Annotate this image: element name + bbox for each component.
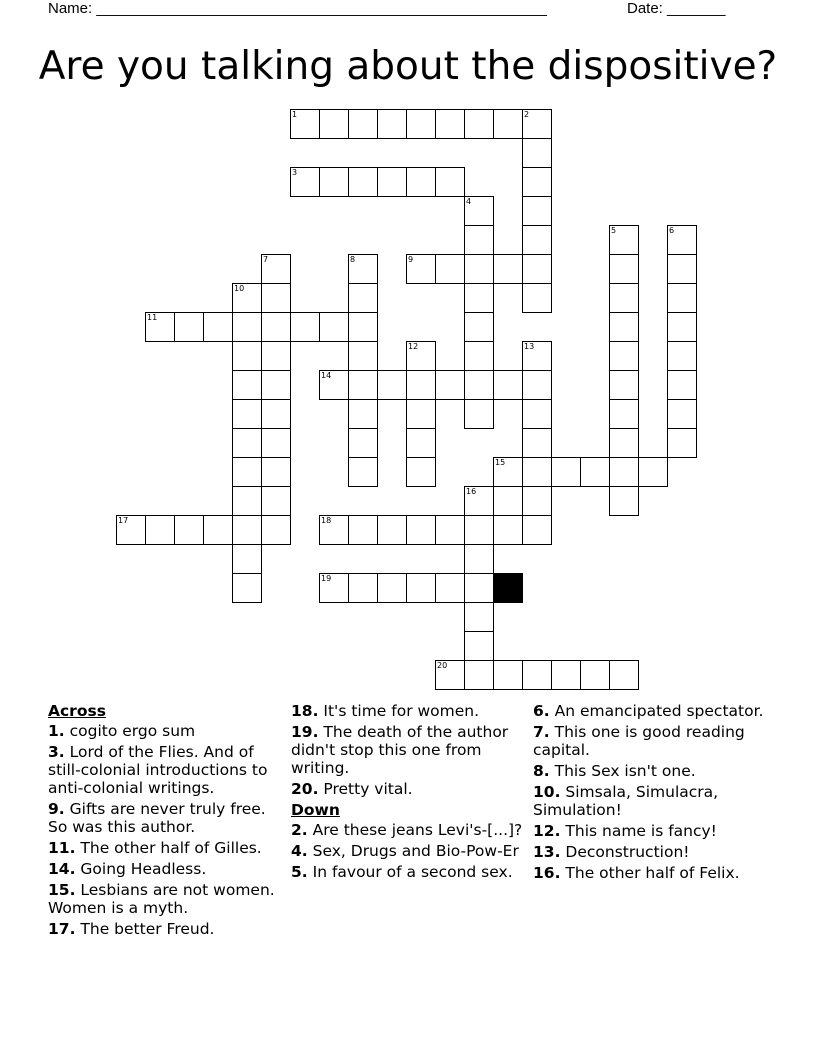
clue-text: An emancipated spectator. bbox=[554, 702, 764, 720]
clue-text: Gifts are never truly free. So was this author. bbox=[48, 800, 266, 836]
cell-number: 1 bbox=[292, 110, 298, 119]
grid-cell[interactable] bbox=[493, 254, 523, 284]
grid-cell[interactable] bbox=[348, 312, 378, 342]
grid-cell[interactable] bbox=[609, 370, 639, 400]
clue-text: Sex, Drugs and Bio-Pow-Er bbox=[312, 842, 519, 860]
grid-cell[interactable] bbox=[435, 254, 465, 284]
cell-number: 3 bbox=[292, 168, 298, 177]
clue-across-20 bbox=[291, 780, 531, 798]
grid-cell[interactable] bbox=[522, 457, 552, 487]
grid-cell[interactable] bbox=[667, 254, 697, 284]
grid-cell[interactable] bbox=[522, 515, 552, 545]
grid-cell[interactable] bbox=[406, 167, 436, 197]
grid-cell[interactable] bbox=[232, 370, 262, 400]
clue-number: 4. bbox=[291, 842, 308, 860]
grid-cell[interactable] bbox=[261, 457, 291, 487]
grid-cell[interactable] bbox=[667, 225, 697, 255]
clue-text: Lesbians are not women. Women is a myth. bbox=[48, 881, 275, 917]
grid-cell[interactable] bbox=[348, 515, 378, 545]
clue-down-2 bbox=[291, 821, 531, 839]
clue-number: 12. bbox=[533, 822, 561, 840]
grid-cell[interactable] bbox=[667, 312, 697, 342]
down-heading: Down bbox=[291, 801, 340, 819]
clue-text: Are these jeans Levi's-[...]? bbox=[312, 821, 523, 839]
clue-down-10 bbox=[533, 783, 773, 819]
clue-column-3 bbox=[533, 702, 773, 885]
cell-number: 7 bbox=[263, 255, 269, 264]
grid-cell[interactable] bbox=[464, 341, 494, 371]
grid-cell[interactable] bbox=[348, 457, 378, 487]
grid-cell[interactable] bbox=[348, 341, 378, 371]
cell-number: 20 bbox=[437, 661, 448, 670]
clue-number: 7. bbox=[533, 723, 550, 741]
grid-cell[interactable] bbox=[609, 254, 639, 284]
grid-cell[interactable] bbox=[348, 109, 378, 139]
clue-number: 16. bbox=[533, 864, 561, 882]
grid-cell[interactable] bbox=[319, 167, 349, 197]
grid-cell[interactable] bbox=[377, 515, 407, 545]
clue-number: 11. bbox=[48, 839, 76, 857]
clue-number: 17. bbox=[48, 920, 76, 938]
grid-cell[interactable] bbox=[522, 486, 552, 516]
grid-cell[interactable] bbox=[464, 225, 494, 255]
cell-number: 8 bbox=[350, 255, 356, 264]
grid-cell[interactable] bbox=[609, 457, 639, 487]
clue-number: 6. bbox=[533, 702, 550, 720]
grid-cell[interactable] bbox=[464, 602, 494, 632]
grid-cell[interactable] bbox=[435, 573, 465, 603]
cell-number: 12 bbox=[408, 342, 419, 351]
grid-cell[interactable] bbox=[522, 196, 552, 226]
grid-cell[interactable] bbox=[261, 254, 291, 284]
grid-cell[interactable] bbox=[232, 573, 262, 603]
grid-cell[interactable] bbox=[145, 312, 175, 342]
grid-cell[interactable] bbox=[406, 399, 436, 429]
clue-text: The death of the author didn't stop this one from writing. bbox=[291, 723, 509, 777]
clue-number: 18. bbox=[291, 702, 319, 720]
grid-cell[interactable] bbox=[261, 312, 291, 342]
grid-cell[interactable] bbox=[406, 428, 436, 458]
grid-cell[interactable] bbox=[493, 457, 523, 487]
clue-column-2 bbox=[291, 702, 531, 884]
grid-cell[interactable] bbox=[261, 428, 291, 458]
grid-cell[interactable] bbox=[493, 515, 523, 545]
grid-cell[interactable] bbox=[464, 544, 494, 574]
grid-cell[interactable] bbox=[319, 573, 349, 603]
grid-cell[interactable] bbox=[348, 167, 378, 197]
grid-cell[interactable] bbox=[261, 283, 291, 313]
grid-cell[interactable] bbox=[232, 544, 262, 574]
clue-down-16 bbox=[533, 864, 773, 882]
clue-down-12 bbox=[533, 822, 773, 840]
grid-cell[interactable] bbox=[464, 109, 494, 139]
grid-cell[interactable] bbox=[377, 109, 407, 139]
grid-cell[interactable] bbox=[493, 660, 523, 690]
grid-cell[interactable] bbox=[232, 486, 262, 516]
grid-cell[interactable] bbox=[435, 515, 465, 545]
grid-cell[interactable] bbox=[377, 167, 407, 197]
grid-cell[interactable] bbox=[406, 254, 436, 284]
clue-text: Pretty vital. bbox=[323, 780, 413, 798]
grid-cell[interactable] bbox=[348, 283, 378, 313]
grid-cell[interactable] bbox=[551, 660, 581, 690]
clue-number: 14. bbox=[48, 860, 76, 878]
grid-cell[interactable] bbox=[609, 486, 639, 516]
grid-cell[interactable] bbox=[406, 341, 436, 371]
cell-number: 16 bbox=[466, 487, 477, 496]
grid-cell[interactable] bbox=[522, 254, 552, 284]
clue-down-5 bbox=[291, 863, 531, 881]
grid-cell[interactable] bbox=[667, 341, 697, 371]
grid-cell[interactable] bbox=[464, 254, 494, 284]
grid-cell[interactable] bbox=[609, 225, 639, 255]
grid-cell[interactable] bbox=[667, 399, 697, 429]
clue-down-8 bbox=[533, 762, 773, 780]
clue-number: 15. bbox=[48, 881, 76, 899]
across-heading: Across bbox=[48, 702, 106, 720]
grid-cell[interactable] bbox=[406, 573, 436, 603]
grid-cell[interactable] bbox=[609, 399, 639, 429]
grid-cell[interactable] bbox=[638, 457, 668, 487]
clue-across-14 bbox=[48, 860, 288, 878]
cell-number: 17 bbox=[118, 516, 129, 525]
grid-cell[interactable] bbox=[348, 254, 378, 284]
grid-cell[interactable] bbox=[609, 283, 639, 313]
black-square bbox=[493, 573, 523, 603]
grid-cell[interactable] bbox=[174, 312, 204, 342]
clue-text: The better Freud. bbox=[80, 920, 215, 938]
clue-text: It's time for women. bbox=[323, 702, 480, 720]
grid-cell[interactable] bbox=[319, 312, 349, 342]
puzzle-title: Are you talking about the dispositive? bbox=[38, 44, 778, 89]
clue-down-7 bbox=[533, 723, 773, 759]
grid-cell[interactable] bbox=[261, 486, 291, 516]
clue-text: In favour of a second sex. bbox=[312, 863, 513, 881]
grid-cell[interactable] bbox=[145, 515, 175, 545]
grid-cell[interactable] bbox=[522, 341, 552, 371]
grid-cell[interactable] bbox=[580, 457, 610, 487]
grid-cell[interactable] bbox=[406, 370, 436, 400]
grid-cell[interactable] bbox=[261, 399, 291, 429]
grid-cell[interactable] bbox=[290, 167, 320, 197]
grid-cell[interactable] bbox=[493, 109, 523, 139]
grid-cell[interactable] bbox=[290, 312, 320, 342]
grid-cell[interactable] bbox=[232, 341, 262, 371]
grid-cell[interactable] bbox=[261, 515, 291, 545]
clue-across-3 bbox=[48, 743, 288, 797]
cell-number: 18 bbox=[321, 516, 332, 525]
clue-number: 5. bbox=[291, 863, 308, 881]
date-field-line: Date: _______ bbox=[627, 0, 726, 17]
grid-cell[interactable] bbox=[232, 399, 262, 429]
grid-cell[interactable] bbox=[464, 370, 494, 400]
clue-down-6 bbox=[533, 702, 773, 720]
clue-text: Lord of the Flies. And of still-colonial introductions to anti-colonial writings. bbox=[48, 743, 268, 797]
grid-cell[interactable] bbox=[406, 515, 436, 545]
grid-cell[interactable] bbox=[232, 515, 262, 545]
clue-number: 3. bbox=[48, 743, 65, 761]
grid-cell[interactable] bbox=[232, 428, 262, 458]
grid-cell[interactable] bbox=[406, 109, 436, 139]
grid-cell[interactable] bbox=[116, 515, 146, 545]
clue-across-1 bbox=[48, 722, 288, 740]
clue-text: The other half of Felix. bbox=[565, 864, 740, 882]
grid-cell[interactable] bbox=[522, 428, 552, 458]
grid-cell[interactable] bbox=[377, 573, 407, 603]
grid-cell[interactable] bbox=[522, 138, 552, 168]
clue-text: This one is good reading capital. bbox=[533, 723, 745, 759]
clue-text: This name is fancy! bbox=[565, 822, 717, 840]
clue-down-13 bbox=[533, 843, 773, 861]
grid-cell[interactable] bbox=[551, 457, 581, 487]
grid-cell[interactable] bbox=[464, 515, 494, 545]
grid-cell[interactable] bbox=[232, 457, 262, 487]
cell-number: 4 bbox=[466, 197, 472, 206]
grid-cell[interactable] bbox=[522, 370, 552, 400]
grid-cell[interactable] bbox=[522, 283, 552, 313]
cell-number: 19 bbox=[321, 574, 332, 583]
clue-across-17 bbox=[48, 920, 288, 938]
grid-cell[interactable] bbox=[319, 515, 349, 545]
grid-cell[interactable] bbox=[464, 283, 494, 313]
grid-cell[interactable] bbox=[464, 631, 494, 661]
clue-text: Deconstruction! bbox=[565, 843, 690, 861]
cell-number: 6 bbox=[669, 226, 675, 235]
clue-text: The other half of Gilles. bbox=[80, 839, 262, 857]
grid-cell[interactable] bbox=[232, 312, 262, 342]
grid-cell[interactable] bbox=[261, 341, 291, 371]
cell-number: 14 bbox=[321, 371, 332, 380]
clue-text: This Sex isn't one. bbox=[554, 762, 696, 780]
grid-cell[interactable] bbox=[464, 312, 494, 342]
clue-number: 8. bbox=[533, 762, 550, 780]
cell-number: 9 bbox=[408, 255, 414, 264]
grid-cell[interactable] bbox=[493, 370, 523, 400]
cell-number: 5 bbox=[611, 226, 617, 235]
grid-cell[interactable] bbox=[522, 167, 552, 197]
grid-cell[interactable] bbox=[464, 399, 494, 429]
cell-number: 15 bbox=[495, 458, 506, 467]
grid-cell[interactable] bbox=[348, 573, 378, 603]
grid-cell[interactable] bbox=[464, 573, 494, 603]
clue-number: 10. bbox=[533, 783, 561, 801]
grid-cell[interactable] bbox=[522, 399, 552, 429]
clue-number: 9. bbox=[48, 800, 65, 818]
clue-column-1 bbox=[48, 702, 288, 941]
grid-cell[interactable] bbox=[435, 370, 465, 400]
grid-cell[interactable] bbox=[319, 370, 349, 400]
cell-number: 10 bbox=[234, 284, 245, 293]
grid-cell[interactable] bbox=[609, 341, 639, 371]
cell-number: 13 bbox=[524, 342, 535, 351]
cell-number: 11 bbox=[147, 313, 158, 322]
clue-number: 20. bbox=[291, 780, 319, 798]
grid-cell[interactable] bbox=[406, 457, 436, 487]
name-field-line: Name: ______________________________________________________ bbox=[48, 0, 547, 17]
clue-number: 13. bbox=[533, 843, 561, 861]
grid-cell[interactable] bbox=[203, 515, 233, 545]
grid-cell[interactable] bbox=[435, 167, 465, 197]
clue-across-9 bbox=[48, 800, 288, 836]
clue-number: 1. bbox=[48, 722, 65, 740]
clue-across-15 bbox=[48, 881, 288, 917]
grid-cell[interactable] bbox=[522, 660, 552, 690]
grid-cell[interactable] bbox=[348, 370, 378, 400]
grid-cell[interactable] bbox=[290, 109, 320, 139]
grid-cell[interactable] bbox=[464, 486, 494, 516]
clue-text: Going Headless. bbox=[80, 860, 207, 878]
clue-number: 2. bbox=[291, 821, 308, 839]
grid-cell[interactable] bbox=[464, 196, 494, 226]
grid-cell[interactable] bbox=[580, 660, 610, 690]
clue-text: Simsala, Simulacra, Simulation! bbox=[533, 783, 719, 819]
grid-cell[interactable] bbox=[203, 312, 233, 342]
grid-cell[interactable] bbox=[232, 283, 262, 313]
cell-number: 2 bbox=[524, 110, 530, 119]
clue-number: 19. bbox=[291, 723, 319, 741]
grid-cell[interactable] bbox=[609, 312, 639, 342]
grid-cell[interactable] bbox=[667, 283, 697, 313]
clue-across-11 bbox=[48, 839, 288, 857]
grid-cell[interactable] bbox=[348, 399, 378, 429]
grid-cell[interactable] bbox=[319, 109, 349, 139]
grid-cell[interactable] bbox=[609, 428, 639, 458]
clue-text: cogito ergo sum bbox=[69, 722, 196, 740]
grid-cell[interactable] bbox=[464, 660, 494, 690]
grid-cell[interactable] bbox=[522, 109, 552, 139]
grid-cell[interactable] bbox=[377, 370, 407, 400]
grid-cell[interactable] bbox=[667, 428, 697, 458]
grid-cell[interactable] bbox=[261, 370, 291, 400]
grid-cell[interactable] bbox=[609, 660, 639, 690]
clue-across-19 bbox=[291, 723, 531, 777]
clue-across-18 bbox=[291, 702, 531, 720]
grid-cell[interactable] bbox=[174, 515, 204, 545]
clue-down-4 bbox=[291, 842, 531, 860]
grid-cell[interactable] bbox=[667, 370, 697, 400]
grid-cell[interactable] bbox=[522, 225, 552, 255]
grid-cell[interactable] bbox=[435, 660, 465, 690]
grid-cell[interactable] bbox=[348, 428, 378, 458]
grid-cell[interactable] bbox=[435, 109, 465, 139]
